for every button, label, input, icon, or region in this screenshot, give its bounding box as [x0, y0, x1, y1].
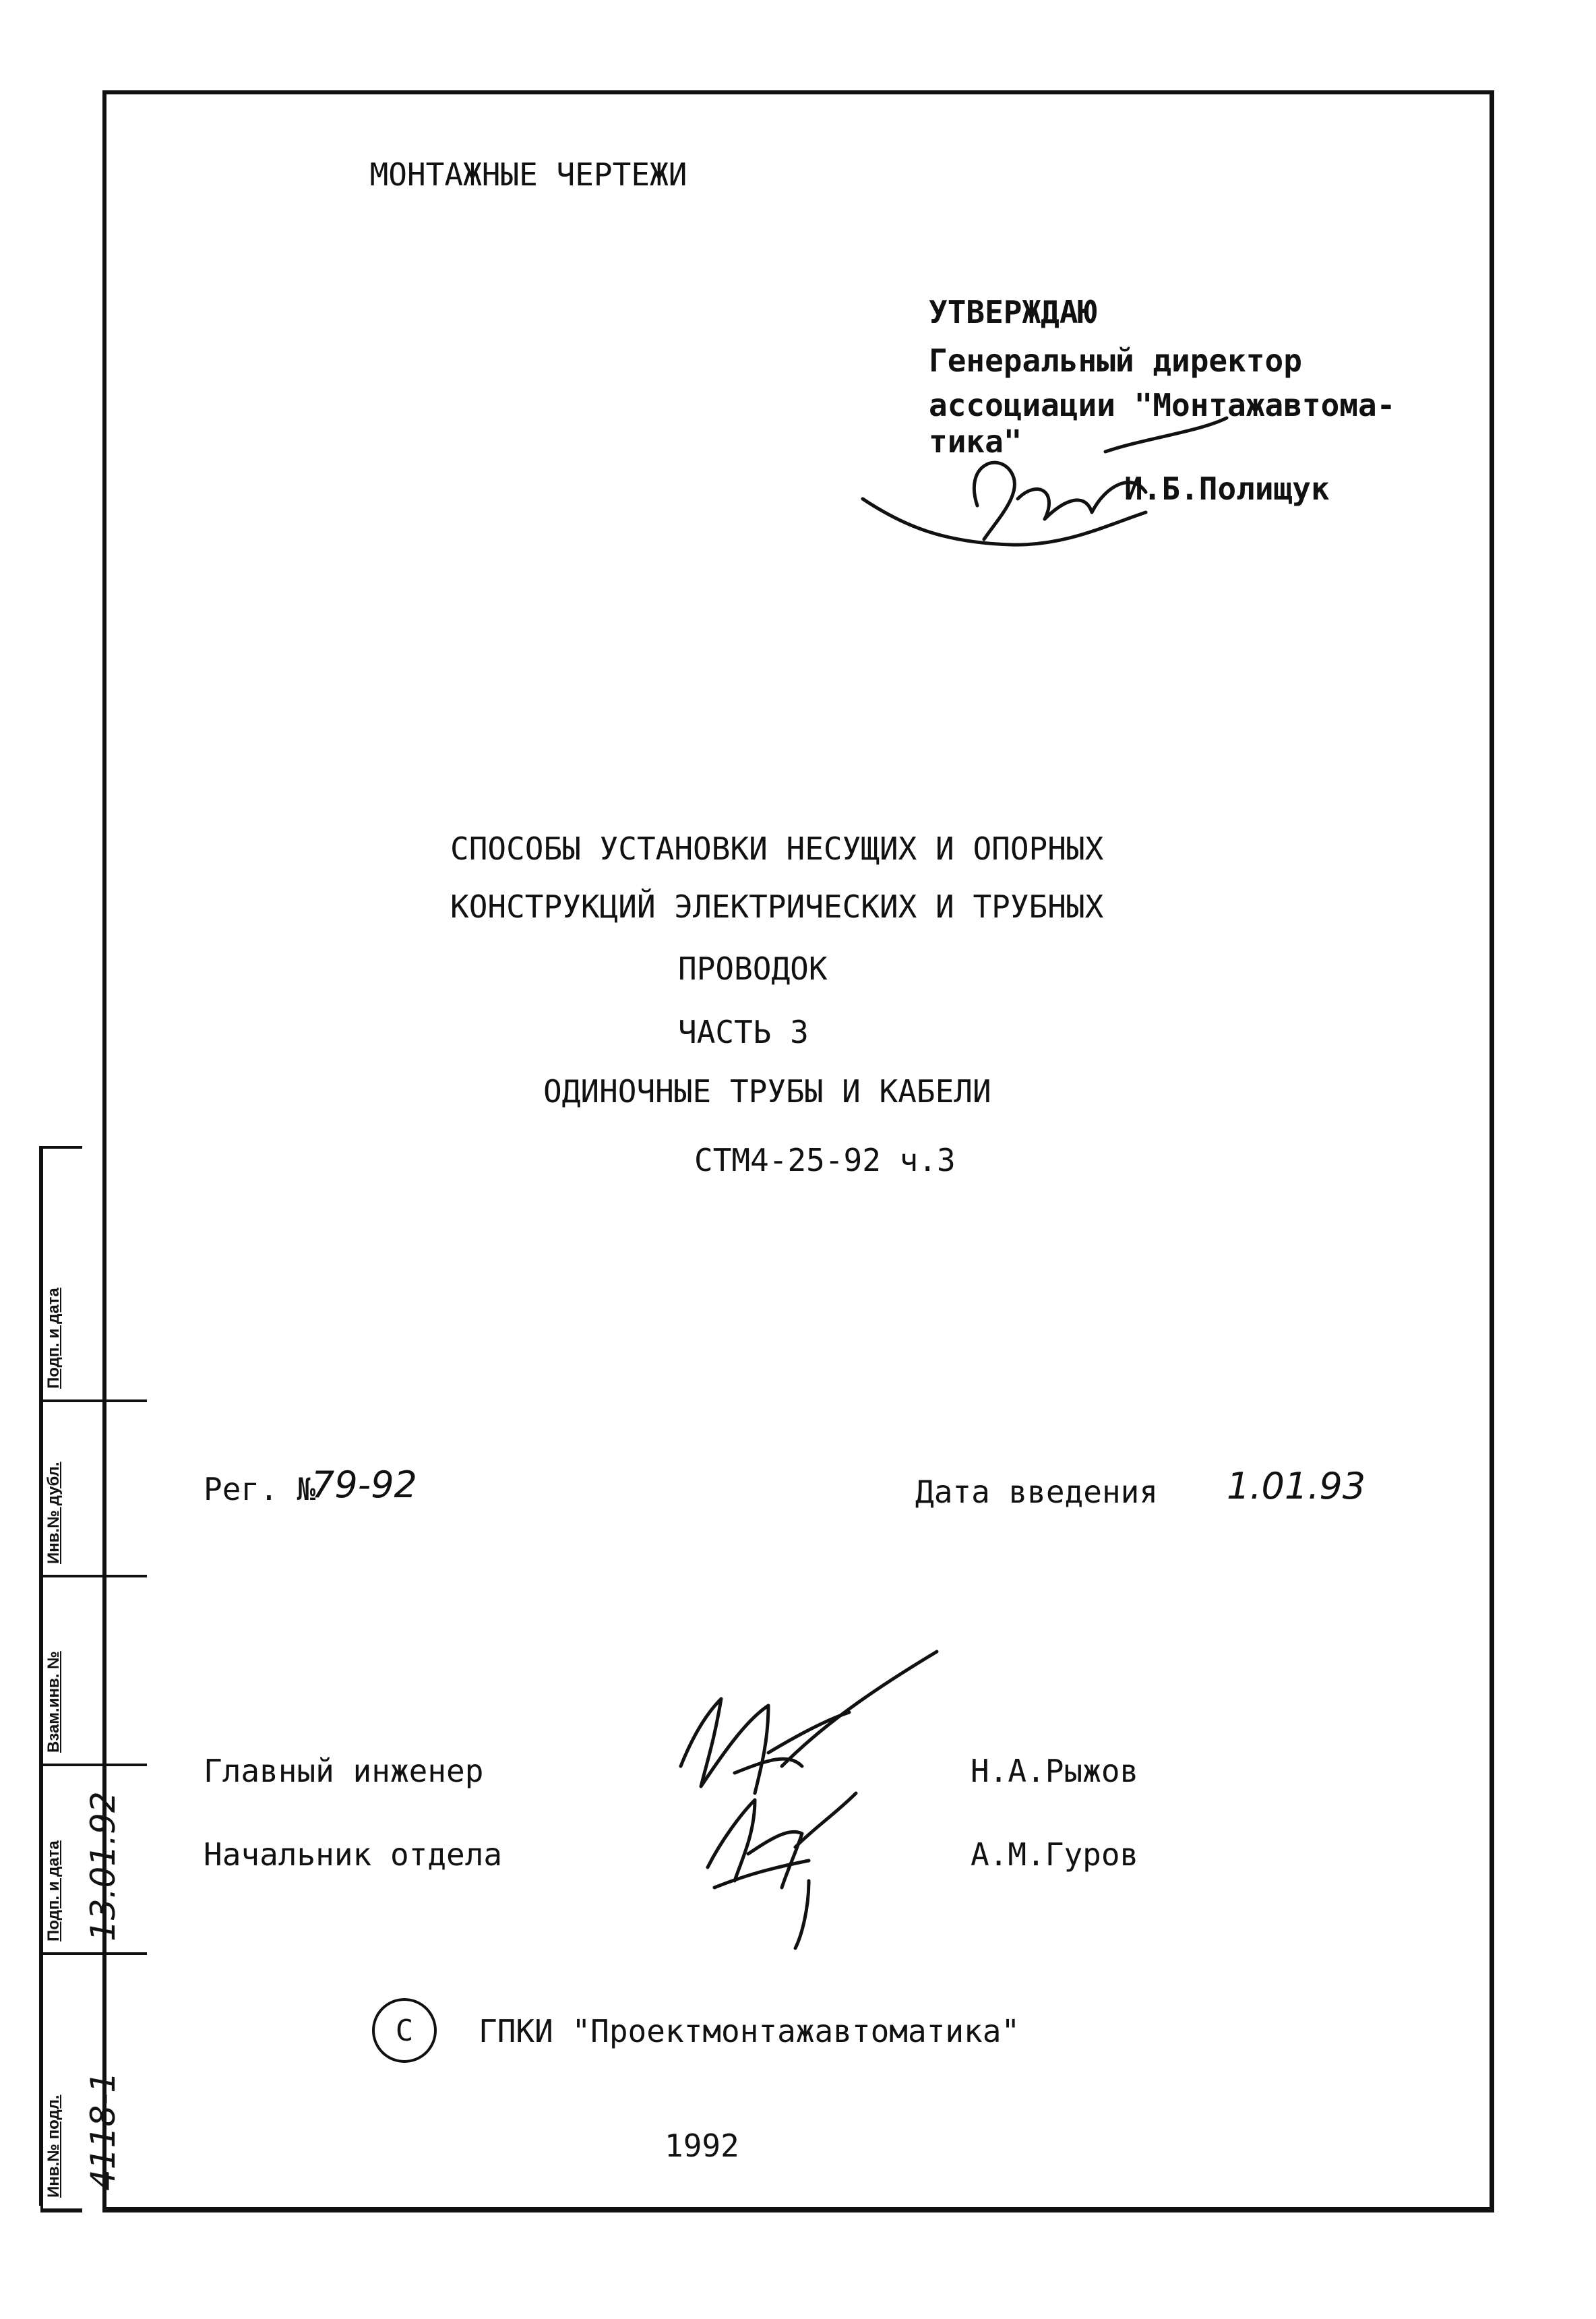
date-value: 1.01.93	[1227, 1465, 1366, 1507]
stamp-label: Взам.инв. №	[44, 1651, 63, 1753]
stamp-inventory-handwritten: 4118-1	[84, 2071, 123, 2191]
reg-label: Рег. №	[204, 1471, 316, 1507]
signatory-name: А.М.Гуров	[971, 1836, 1139, 1873]
copyright-organization: ГПКИ "Проектмонтажавтоматика"	[479, 2013, 1020, 2049]
stamp-label: Подп. и дата	[44, 1288, 63, 1389]
signatory-role: Начальник отдела	[204, 1836, 503, 1873]
approval-label: УТВЕРЖДАЮ	[929, 294, 1097, 330]
title-line-2: КОНСТРУКЦИЙ ЭЛЕКТРИЧЕСКИХ И ТРУБНЫХ	[450, 889, 1104, 925]
title-line-1: СПОСОБЫ УСТАНОВКИ НЕСУЩИХ И ОПОРНЫХ	[450, 831, 1104, 867]
approval-organization: ассоциации "Монтажавтома-	[929, 387, 1396, 423]
title-line-3: ПРОВОДОК	[678, 951, 828, 987]
department-head-signature	[694, 1773, 896, 1948]
stamp-date-handwritten: 13.01.92	[84, 1791, 123, 1941]
stamp-row-divider	[40, 1399, 147, 1402]
document-code: СТМ4-25-92 ч.3	[694, 1142, 956, 1178]
header-title: МОНТАЖНЫЕ ЧЕРТЕЖИ	[369, 156, 687, 193]
approval-position: Генеральный директор	[929, 342, 1302, 379]
part-number: ЧАСТЬ 3	[678, 1014, 809, 1050]
stamp-row-divider	[40, 1952, 147, 1955]
stamp-row-divider	[40, 1575, 147, 1577]
approval-name: И.Б.Полищук	[1124, 471, 1330, 507]
director-signature	[863, 425, 1240, 560]
stamp-label: Подп. и дата	[44, 1840, 63, 1941]
reg-value: 79-92	[311, 1464, 417, 1506]
date-label: Дата введения	[915, 1474, 1159, 1510]
document-subtitle: ОДИНОЧНЫЕ ТРУБЫ И КАБЕЛИ	[543, 1073, 991, 1110]
copyright-symbol: С	[372, 1998, 437, 2063]
stamp-label: Инв.№ подл.	[44, 2095, 63, 2198]
approval-organization-cont: тика"	[929, 423, 1022, 460]
signatory-name: Н.А.Рыжов	[971, 1753, 1139, 1789]
year: 1992	[665, 2128, 739, 2164]
stamp-label: Инв.№ дубл.	[44, 1462, 63, 1564]
stamp-row-divider	[40, 1764, 147, 1766]
signatory-role: Главный инженер	[204, 1753, 484, 1789]
